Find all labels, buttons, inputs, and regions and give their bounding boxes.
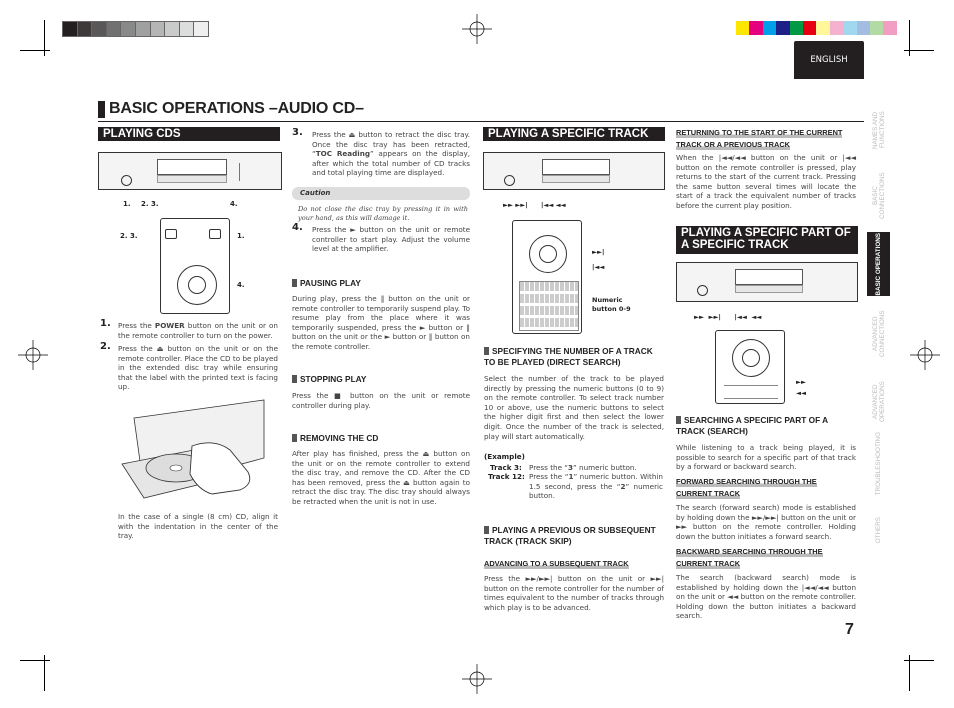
side-tab-label: BASIC OPERATIONS: [875, 232, 882, 296]
example-track-12-text: Press the “1” numeric button. Within 1.5 second, press the “2” numeric button.: [529, 472, 663, 501]
heading-returning-1: RETURNING TO THE START OF THE CURRENT: [676, 128, 843, 137]
fig-r-back: |◄◄: [592, 263, 605, 271]
color-swatch: [857, 21, 871, 35]
direct-search-text: Select the number of the track to be played directly by pressing the numeric buttons (0 to 9) on the remote controller. To select track number 10 or above, use the numeric buttons to select the higher digit first and then select the lower digit. Once the number of the track is selected, play will start automatically.: [484, 374, 664, 441]
gray-swatch: [179, 21, 195, 37]
language-tab: ENGLISH: [794, 41, 864, 79]
advancing-text: Press the ►►/►►| button on the unit or ►►| button on the remote controller for the number of times equivalent to the number of tracks through which play is to be advanced.: [484, 574, 664, 612]
removing-text: After play has finished, press the ⏏ button on the unit or on the remote controller to extend the disc tray, and remove the CD. After the CD has been removed, press the ⏏ button again to retract the disc tray. The disc tray should always be retracted when the unit is not in use.: [292, 449, 470, 506]
color-swatch: [830, 21, 844, 35]
fig-label-r2: 1.: [237, 232, 245, 240]
side-tab[interactable]: [867, 100, 890, 160]
stopping-text: Press the ■ button on the unit or remote controller during play.: [292, 391, 470, 410]
color-swatch: [870, 21, 884, 35]
side-tab-label: ADVANCED CONNECTIONS: [871, 310, 886, 358]
color-swatch: [843, 21, 857, 35]
heading-advancing: ADVANCING TO A SUBSEQUENT TRACK: [484, 559, 629, 568]
pausing-text: During play, press the ‖ button on the unit or remote controller to temporarily suspend play. To resume play from the place where it was temporarily suspended, press the ► button or ‖ button on the unit or the ► button or ‖ button on the remote controller.: [292, 294, 470, 351]
gray-swatch: [150, 21, 166, 37]
gray-swatch: [91, 21, 107, 37]
color-swatch: [803, 21, 817, 35]
side-tab-label: OTHERS: [875, 516, 882, 544]
search-text: While listening to a track being played, it is possible to search for a specific part of that track by a forward or backward search.: [676, 443, 856, 472]
side-tab[interactable]: [867, 434, 890, 494]
heading-playing-specific-track: PLAYING A SPECIFIC TRACK: [483, 127, 665, 141]
registration-mark-right: [910, 340, 940, 370]
gray-swatch: [164, 21, 180, 37]
fig-label-1: 1.: [123, 200, 131, 208]
registration-mark-top: [462, 14, 492, 44]
side-tab[interactable]: [867, 302, 890, 366]
fig-label-2-3: 2. 3.: [141, 200, 159, 208]
registration-mark-left: [18, 340, 48, 370]
side-tab-label: BASIC CONNECTIONS: [871, 172, 886, 220]
example-track-12: Track 12:: [488, 472, 525, 481]
side-tab[interactable]: [867, 166, 890, 226]
fig-skip-back: |◄◄ ◄◄: [541, 201, 566, 209]
disc-tray-illustration: [114, 398, 274, 506]
heading-removing-cd: REMOVING THE CD: [292, 433, 378, 444]
heading-playing-specific-part: PLAYING A SPECIFIC PART OF A SPECIFIC TRACK: [676, 226, 858, 254]
color-swatch: [816, 21, 830, 35]
remote-illustration-3: [715, 330, 785, 404]
heading-track-skip: PLAYING A PREVIOUS OR SUBSEQUENT TRACK (TRACK SKIP): [484, 525, 656, 546]
step-2: 2. Press the ⏏ button on the unit or on the remote controller. Place the CD to be played in the extended disc tray while ensuring that the label with the printed text is facing up.: [100, 341, 278, 392]
page-number: 7: [845, 621, 854, 638]
backward-text: The search (backward search) mode is established by holding down the |◄◄/◄◄ button on the unit or ◄◄ button on the remote controller. Holding down the button initiates a backward search.: [676, 573, 856, 621]
caution-label: Caution: [292, 187, 470, 200]
remote-illustration-2: [512, 220, 582, 334]
fig-unit-search: ►► ►►| |◄◄ ◄◄: [694, 313, 762, 321]
fig-r-search-back: ◄◄: [796, 389, 806, 397]
gray-swatch: [193, 21, 209, 37]
heading-playing-cds: PLAYING CDS: [98, 127, 280, 141]
example-track-3: Track 3:: [490, 463, 522, 472]
returning-text: When the |◄◄/◄◄ button on the unit or |◄◄ button on the remote controller is pressed, play returns to the start of the current track. Pressing the same button several times will locate the start of a track the equivalent number of tracks before the current play position.: [676, 153, 856, 210]
color-swatch: [736, 21, 750, 35]
heading-backward-1: BACKWARD SEARCHING THROUGH THE: [676, 547, 823, 556]
fig-r-fwd: ►►|: [592, 248, 605, 256]
side-tab[interactable]: [867, 232, 890, 296]
gray-swatch: [120, 21, 136, 37]
fig-numeric: Numeric button 0-9: [592, 296, 631, 313]
color-swatch: [749, 21, 763, 35]
step-4: 4. Press the ► button on the unit or remote controller to start play. Adjust the volume level at the amplifier.: [292, 222, 470, 254]
fig-label-r3: 4.: [237, 281, 245, 289]
color-swatch: [776, 21, 790, 35]
heading-forward-1: FORWARD SEARCHING THROUGH THE: [676, 477, 817, 486]
color-swatch: [763, 21, 777, 35]
gray-swatch: [62, 21, 78, 37]
color-swatch: [790, 21, 804, 35]
heading-direct-search: SPECIFYING THE NUMBER OF A TRACK TO BE PLAYED (DIRECT SEARCH): [484, 346, 653, 367]
example-label: (Example): [484, 452, 525, 461]
heading-search: SEARCHING A SPECIFIC PART OF A TRACK (SEARCH): [676, 415, 828, 436]
registration-mark-bottom: [462, 664, 492, 694]
heading-pausing-play: PAUSING PLAY: [292, 278, 361, 289]
fig-label-4: 4.: [230, 200, 238, 208]
heading-returning-2: TRACK OR A PREVIOUS TRACK: [676, 140, 791, 149]
unit-front-panel-illustration-2: [483, 152, 665, 190]
single-cd-note: In the case of a single (8 cm) CD, align it with the indentation in the center of the tray.: [118, 512, 278, 541]
forward-text: The search (forward search) mode is established by holding down the ►►/►►| button on the unit or ►► button on the remote controller. Holding down the button initiates a forward search.: [676, 503, 856, 541]
page-title: BASIC OPERATIONS –AUDIO CD–: [98, 100, 364, 118]
color-swatch: [883, 21, 897, 35]
gray-swatch: [106, 21, 122, 37]
heading-backward-2: CURRENT TRACK: [676, 559, 741, 568]
side-tab-label: NAMES AND FUNCTIONS: [871, 111, 886, 149]
side-tab[interactable]: [867, 500, 890, 560]
fig-label-r1: 2. 3.: [120, 232, 138, 240]
fig-skip-forward: ►► ►►|: [503, 201, 528, 209]
gray-swatch: [77, 21, 93, 37]
gray-swatch: [135, 21, 151, 37]
heading-stopping-play: STOPPING PLAY: [292, 374, 366, 385]
step-1: 1. Press the POWER button on the unit or on the remote controller to turn on the power.: [100, 318, 278, 340]
step-3: 3. Press the ⏏ button to retract the disc tray. Once the disc tray has been retracted, “TOC Reading” appears on the display, after which the total number of CD tracks and total playing time are displayed.: [292, 127, 470, 178]
heading-forward-2: CURRENT TRACK: [676, 489, 741, 498]
side-tab-label: ADVANCED OPERATIONS: [871, 381, 886, 423]
unit-front-panel-illustration: [98, 152, 282, 190]
side-tab-label: TROUBLESHOOTING: [875, 432, 882, 496]
side-tab[interactable]: [867, 372, 890, 432]
fig-r-search-fwd: ►►: [796, 378, 806, 386]
example-track-3-text: Press the “3” numeric button.: [529, 463, 637, 472]
remote-illustration-1: [160, 218, 230, 314]
caution-text: Do not close the disc tray by pressing it in with your hand, as this will damage it.: [298, 205, 468, 222]
unit-front-panel-illustration-3: [676, 262, 858, 302]
